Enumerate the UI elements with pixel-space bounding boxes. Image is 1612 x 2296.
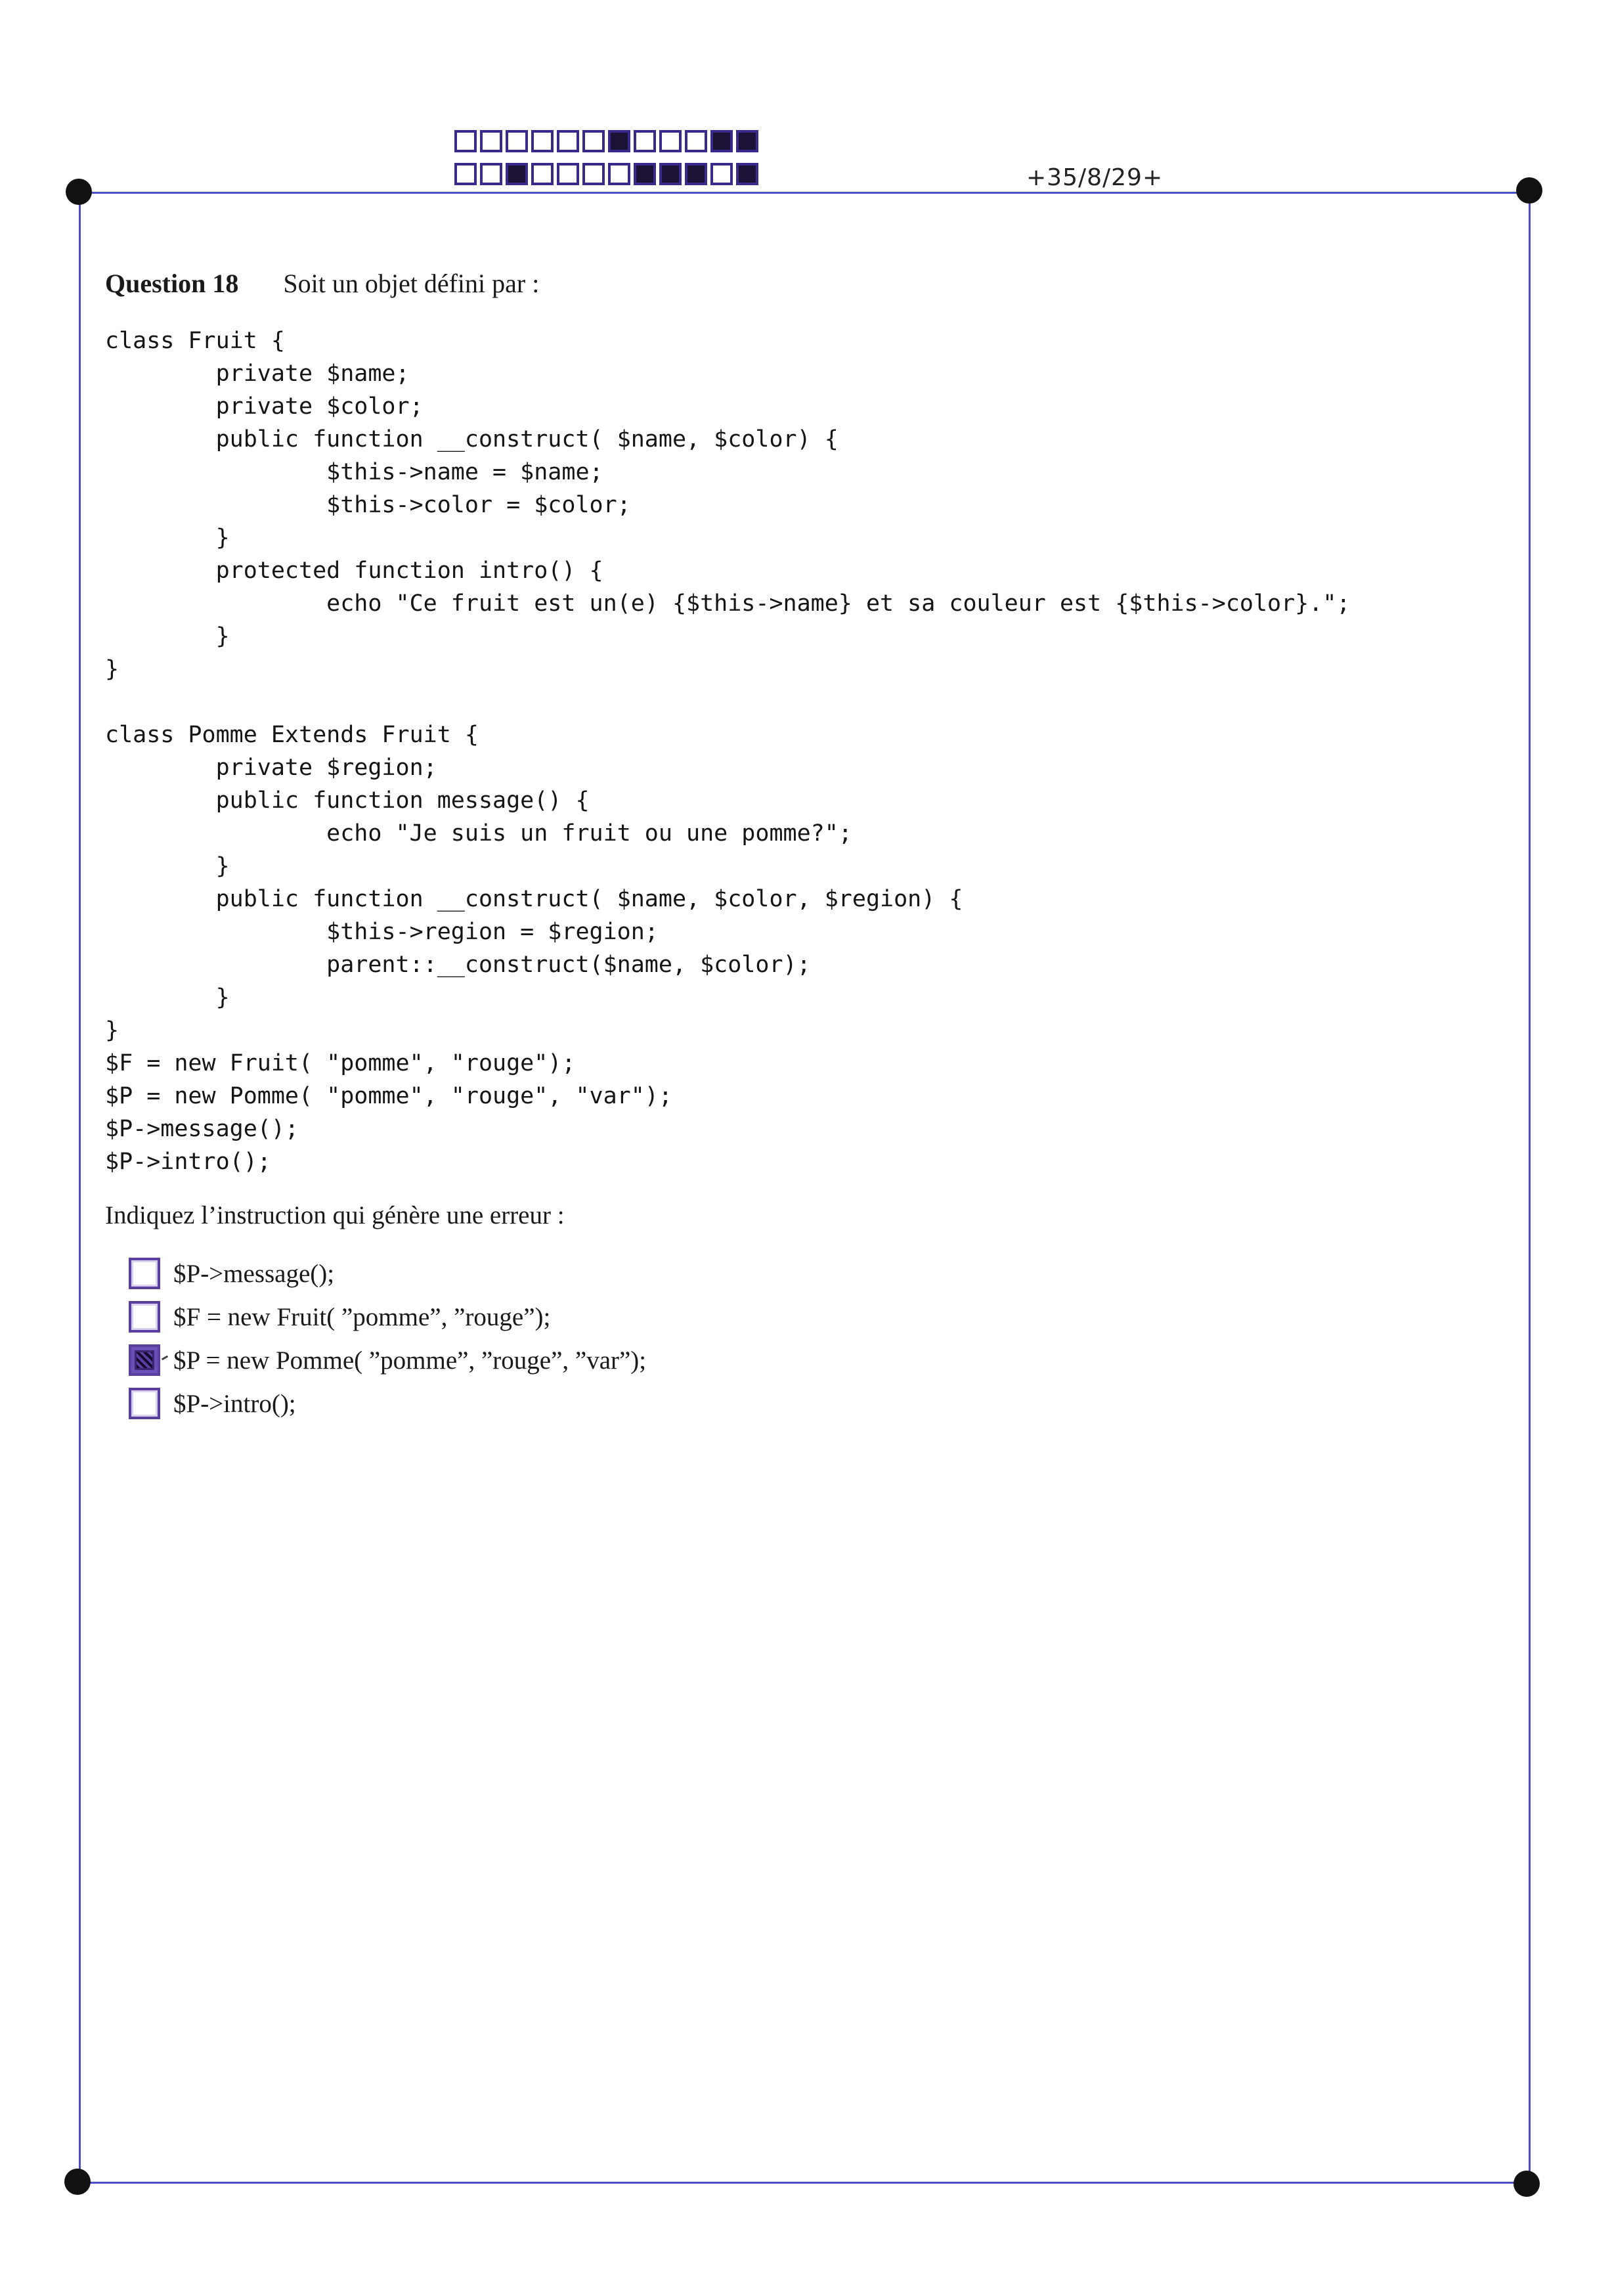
code-line: }	[105, 853, 230, 879]
code-line: $P->intro();	[105, 1149, 271, 1175]
code-line: }	[105, 984, 230, 1011]
checkbox-checked[interactable]	[129, 1344, 160, 1376]
code-line: echo "Ce fruit est un(e) {$this->name} et sa couleur est {$this->color}.";	[105, 590, 1351, 617]
barcode-cell	[710, 163, 733, 185]
code-line: $P->message();	[105, 1116, 299, 1142]
checkbox[interactable]	[129, 1301, 160, 1333]
barcode-cell	[531, 163, 554, 185]
code-line	[105, 686, 1350, 718]
barcode-cell	[685, 130, 707, 152]
barcode-cell	[634, 130, 656, 152]
answer-option[interactable]	[129, 1382, 646, 1425]
barcode-cell	[506, 163, 528, 185]
barcode-cell	[582, 163, 605, 185]
code-line: public function message() {	[105, 787, 590, 814]
corner-marker-bottom-left	[64, 2169, 91, 2195]
barcode-cell	[582, 130, 605, 152]
barcode-cell	[736, 163, 758, 185]
code-line: parent::__construct($name, $color);	[105, 952, 811, 978]
code-line: $F = new Fruit( "pomme", "rouge");	[105, 1050, 576, 1076]
frame-bottom-line	[77, 2182, 1529, 2184]
question-number: Question 18	[105, 269, 239, 298]
frame-right-line	[1529, 192, 1531, 2183]
code-line: class Pomme Extends Fruit {	[105, 722, 479, 748]
barcode-cell	[608, 130, 630, 152]
code-line: $this->color = $color;	[105, 492, 631, 518]
frame-top-line	[80, 192, 1531, 194]
barcode-cell	[710, 130, 733, 152]
barcode-cell	[557, 130, 579, 152]
code-line: public function __construct( $name, $color) {	[105, 426, 839, 453]
barcode-cell	[685, 163, 707, 185]
corner-marker-top-left	[66, 179, 92, 205]
answer-text: $P = new Pomme( ”pomme”, ”rouge”, ”var”);	[173, 1346, 647, 1375]
code-line: $this->region = $region;	[105, 919, 659, 945]
barcode-cell	[531, 130, 554, 152]
code-line: $P = new Pomme( "pomme", "rouge", "var");	[105, 1083, 672, 1109]
barcode-cell	[480, 163, 502, 185]
code-line: private $region;	[105, 755, 437, 781]
page-id: +35/8/29+	[1026, 164, 1164, 191]
code-line: protected function intro() {	[105, 558, 603, 584]
barcode-cell	[454, 163, 477, 185]
code-line: }	[105, 525, 230, 551]
barcode-row-2	[454, 163, 762, 185]
answer-text: $P->message();	[173, 1259, 335, 1288]
barcode-cell	[480, 130, 502, 152]
answer-option[interactable]	[129, 1338, 646, 1382]
question-intro: Soit un objet défini par :	[283, 269, 540, 298]
question-prompt: Indiquez l’instruction qui génère une erreur :	[105, 1201, 565, 1229]
code-line: class Fruit {	[105, 328, 285, 354]
barcode-cell	[608, 163, 630, 185]
code-line: }	[105, 656, 120, 682]
barcode-row-1	[454, 130, 762, 152]
code-line: private $color;	[105, 393, 424, 420]
code-line: }	[105, 623, 230, 650]
barcode-cell	[736, 130, 758, 152]
corner-marker-top-right	[1516, 177, 1542, 204]
answer-list	[129, 1252, 646, 1425]
barcode-cell	[634, 163, 656, 185]
answer-option[interactable]	[129, 1295, 646, 1338]
code-line: private $name;	[105, 361, 410, 387]
code-line: }	[105, 1017, 120, 1044]
checkbox[interactable]	[129, 1388, 160, 1419]
code-line: $this->name = $name;	[105, 459, 603, 485]
code-block	[105, 324, 1350, 1178]
answer-text: $P->intro();	[173, 1389, 296, 1418]
answer-option[interactable]	[129, 1252, 646, 1295]
barcode-cell	[506, 130, 528, 152]
checkbox[interactable]	[129, 1258, 160, 1289]
corner-marker-bottom-right	[1514, 2171, 1540, 2197]
barcode-cell	[454, 130, 477, 152]
question-heading	[105, 268, 539, 299]
barcode-cell	[659, 130, 682, 152]
answer-text: $F = new Fruit( ”pomme”, ”rouge”);	[173, 1302, 551, 1331]
barcode-cell	[659, 163, 682, 185]
frame-left-line	[79, 192, 81, 2183]
barcode-cell	[557, 163, 579, 185]
code-line: echo "Je suis un fruit ou une pomme?";	[105, 820, 852, 847]
code-line: public function __construct( $name, $color, $region) {	[105, 886, 963, 912]
